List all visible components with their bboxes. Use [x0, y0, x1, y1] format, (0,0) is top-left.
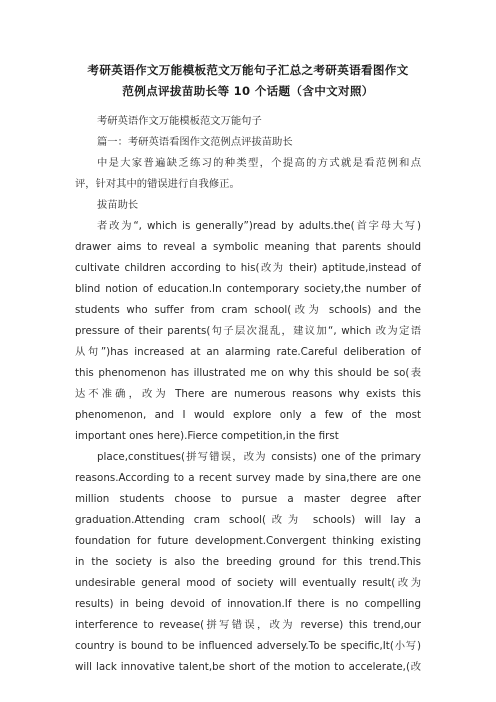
body-text-line: 考研英语作文万能模板范文万能句子 — [97, 115, 262, 127]
body-text-line: students who suffer from cram school(改为 schools) and the — [75, 304, 421, 316]
body-text-line: million students choose to pursue a master degree after — [75, 493, 421, 505]
body-text-line: undesirable general mood of society will eventually result(改为 — [75, 577, 421, 589]
body-text-line: will lack innovative talent,be short of the motion to accelerate,(改 — [75, 661, 421, 673]
body-text-line: graduation.Attending cram school(改为 schools) will lay a — [75, 514, 421, 526]
body-text-line: blind notion of education.In contemporary society,the number of — [75, 283, 421, 295]
body-text-line: foundation for future development.Convergent thinking existing — [75, 535, 421, 547]
body-text-line: results) in being devoid of innovation.If there is no compelling — [75, 598, 421, 610]
body-text-line: 中是大家普遍缺乏练习的种类型，个提高的方式就是看范例和点 — [97, 157, 421, 169]
title-line-1: 考研英语作文万能模板范文万能句子汇总之考研英语看图作文 — [87, 63, 409, 77]
body-text-line: this phenomenon has illustrated me on why this should be so(表 — [75, 367, 421, 379]
body-text-line: in the society is also the breeding ground for this trend.This — [75, 556, 421, 568]
body-text-line: 拔苗助长 — [97, 199, 139, 211]
body-text-line: 达不准确，改为 There are numerous reasons why exists this — [75, 388, 421, 400]
body-text-line: cultivate children according to his(改为 their) aptitude,instead of — [75, 262, 421, 274]
body-text-line: pressure of their parents(句子层次混乱，建议加“, which 改为定语 — [75, 325, 421, 337]
title-line-2: 范例点评拔苗助长等 10 个话题（含中文对照） — [122, 84, 374, 98]
body-text-line: important ones here).Fierce competition,in the first — [75, 430, 339, 442]
body-text-line: drawer aims to reveal a symbolic meaning that parents should — [75, 241, 421, 253]
body-text-line: country is bound to be influenced adversely.To be specific,It(小写) — [75, 640, 421, 652]
body-text-line: phenomenon, and I would explore only a few of the most — [75, 409, 421, 421]
document-title — [70, 60, 426, 102]
body-text-line: reasons.According to a recent survey made by sina,there are one — [75, 472, 421, 484]
document-body — [75, 111, 421, 678]
body-text-line: 篇一：考研英语看图作文范例点评拔苗助长 — [97, 136, 293, 148]
body-text-line: 者改为“, which is generally”)read by adults.the(首字母大写) — [97, 220, 421, 232]
body-text-line: interference to revease(拼写错误，改为 reverse) this trend,our — [75, 619, 421, 631]
body-text-line: 从句”)has increased at an alarming rate.Careful deliberation of — [75, 346, 421, 358]
body-text-line: place,constitues(拼写错误，改为 consists) one of the primary — [97, 451, 421, 463]
body-text-line: 评，针对其中的错误进行自我修正。 — [75, 178, 240, 190]
